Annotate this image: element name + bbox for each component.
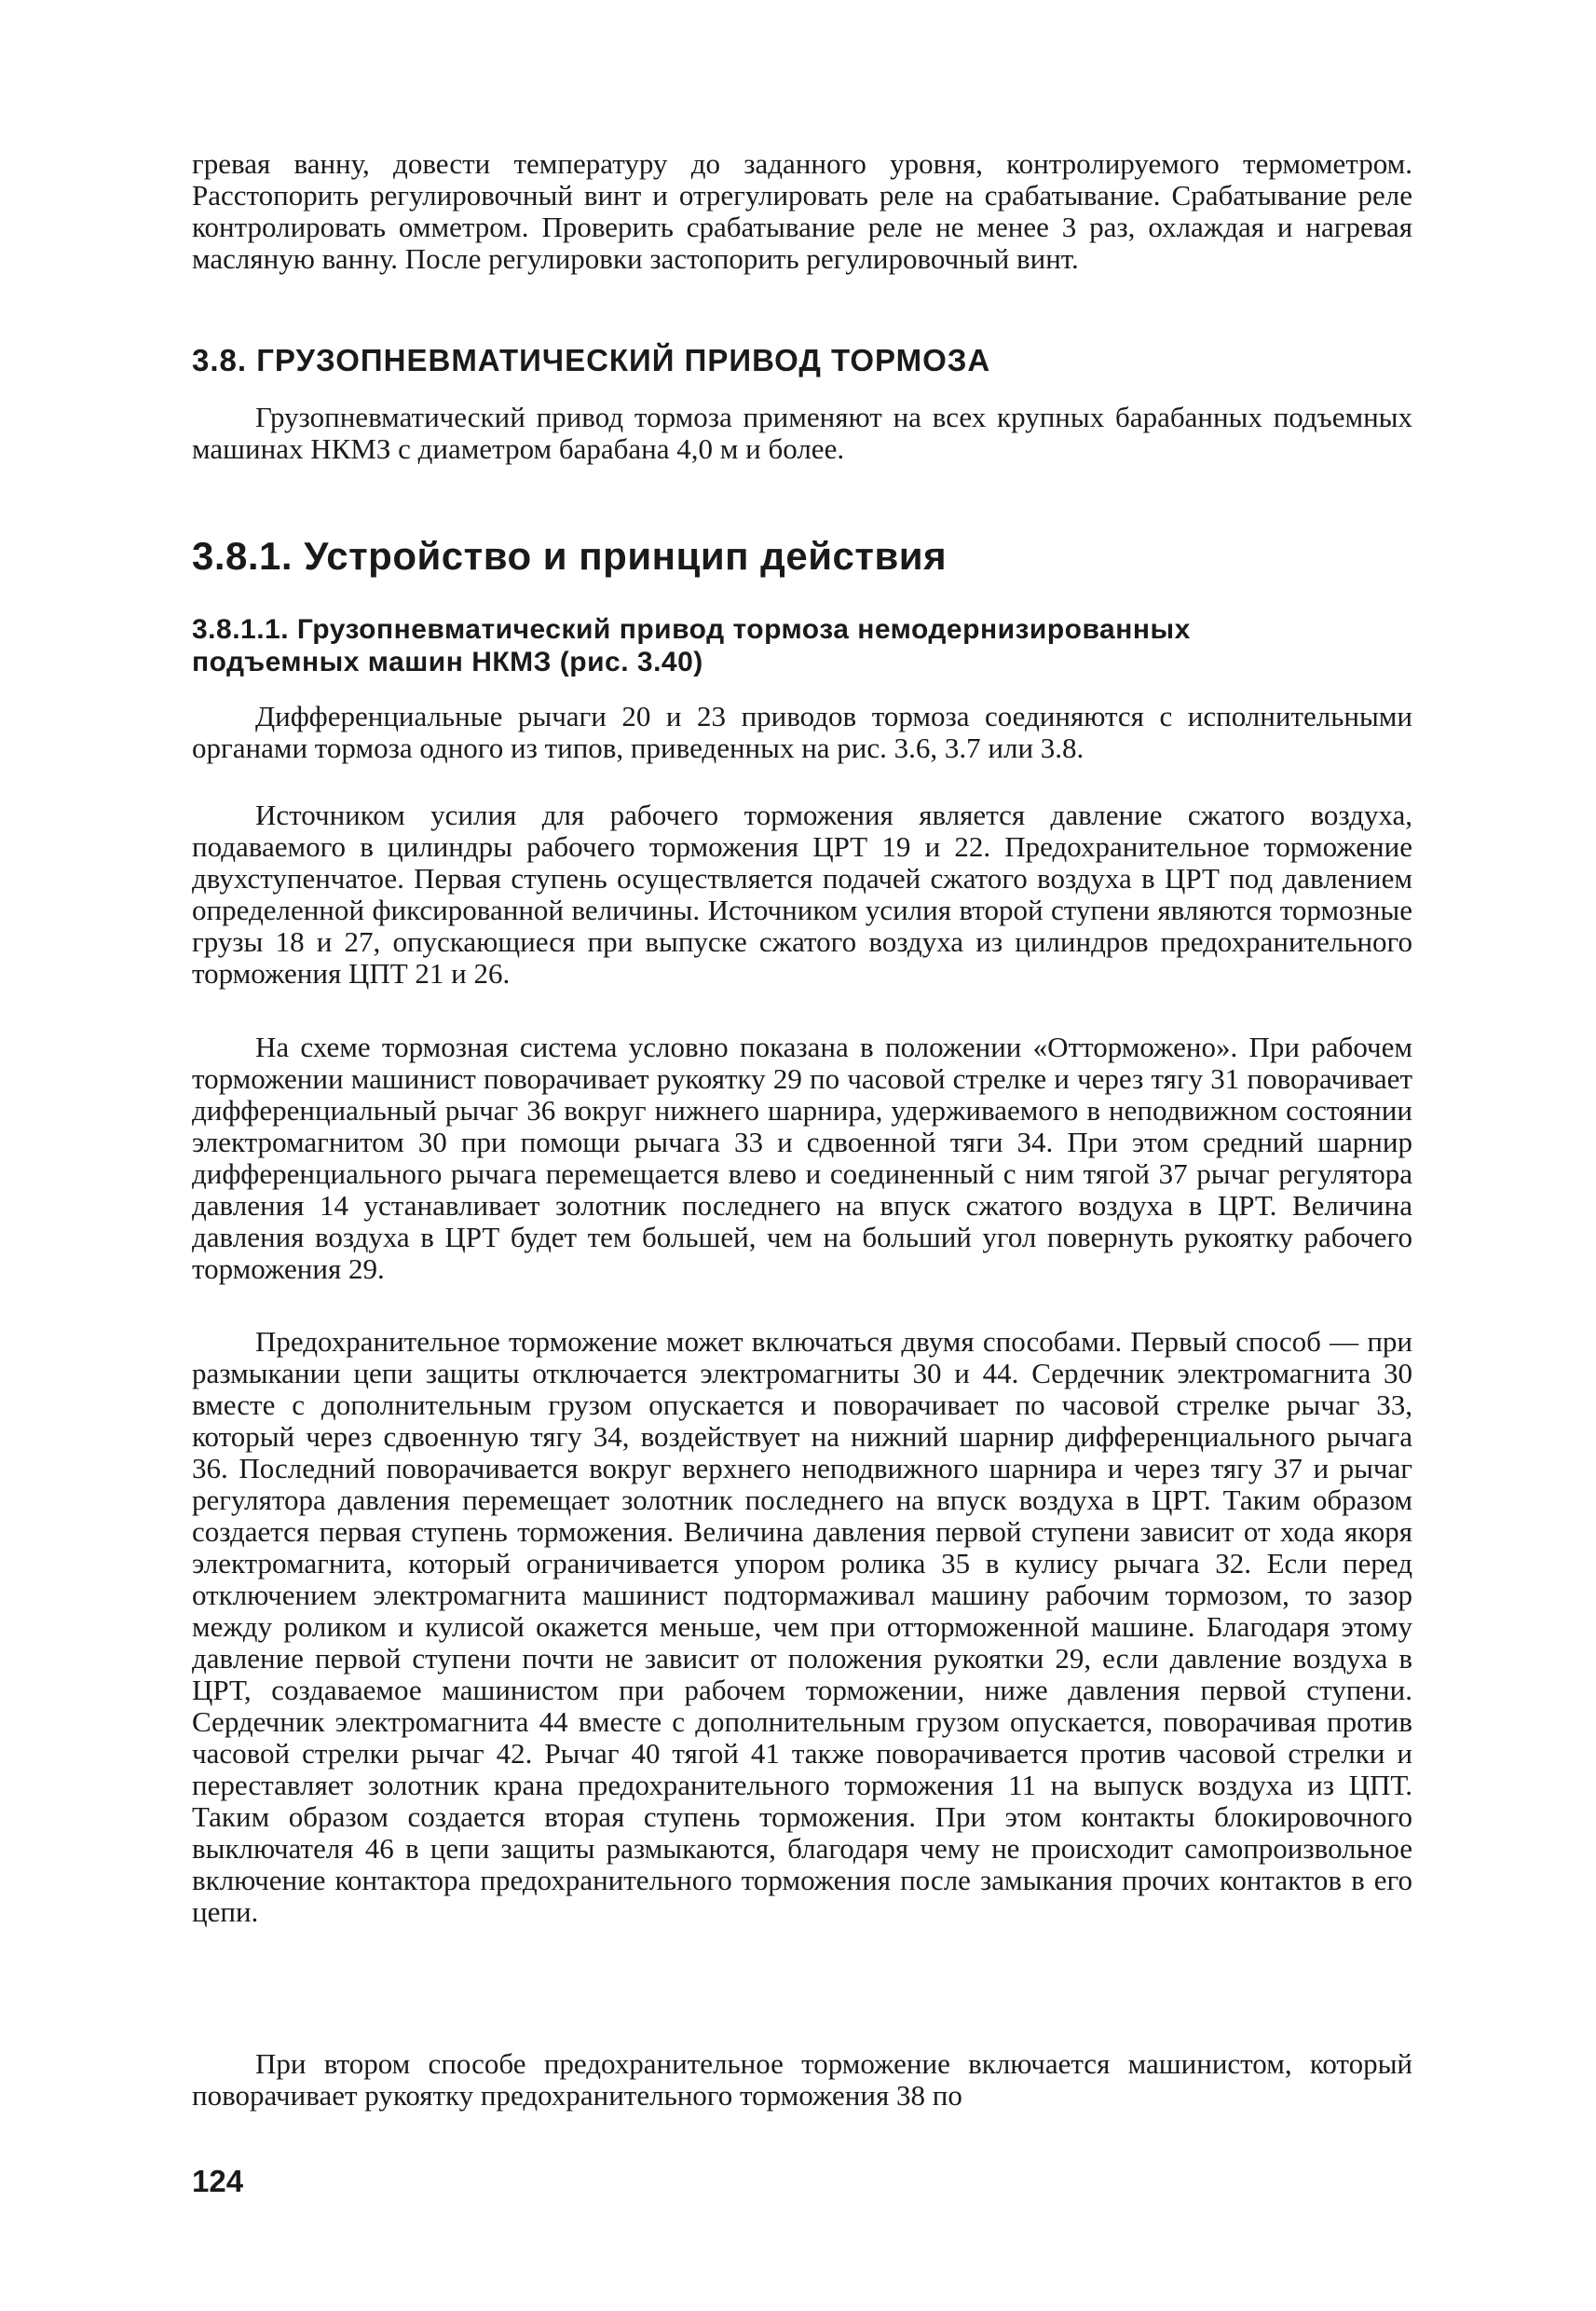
body-paragraph-3: На схеме тормозная система условно показана в положении «Отторможено». При рабочем торможении машинист поворачивает рукоятку 29 по часовой стрелке и через тягу 31 поворачивает дифференциальный рычаг 36 вокруг нижнего шарнира, удерживаемого в неподвижном состоянии электромагнитом 30 при помощи рычага 33 и сдвоенной тяги 34. При этом средний шарнир дифференциального рычага перемещается влево и соединенный с ним тягой 37 рычаг регулятора давления 14 устанавливает золотник последнего на впуск сжатого воздуха в ЦРТ. Величина давления воздуха в ЦРТ будет тем большей, чем на больший угол повернуть рукоятку рабочего торможения 29. <box>192 1031 1412 1285</box>
body-paragraph-1: Дифференциальные рычаги 20 и 23 приводов тормоза соединяются с исполнительными органами тормоза одного из типов, приведенных на рис. 3.6, 3.7 или 3.8. <box>192 700 1412 764</box>
section-heading-3-8: 3.8. ГРУЗОПНЕВМАТИЧЕСКИЙ ПРИВОД ТОРМОЗА <box>192 343 991 377</box>
body-paragraph-4: Предохранительное торможение может включаться двумя способами. Первый способ — при размыкании цепи защиты отключается электромагниты 30 и 44. Сердечник электромагнита 30 вместе с дополнительным грузом опускается и поворачивает по часовой стрелке рычаг 33, который через сдвоенную тягу 34, воздействует на нижний шарнир дифференциального рычага 36. Последний поворачивается вокруг верхнего неподвижного шарнира и через тягу 37 и рычаг регулятора давления перемещает золотник последнего на впуск воздуха в ЦРТ. Таким образом создается первая ступень торможения. Величина давления первой ступени зависит от хода якоря электромагнита, который ограничивается упором ролика 35 в кулису рычага 32. Если перед отключением электромагнита машинист подтормаживал машину рабочим тормозом, то зазор между роликом и кулисой окажется меньше, чем при отторможенной машине. Благодаря этому давление первой ступени почти не зависит от положения рукоятки 29, если давление воздуха в ЦРТ, создаваемое машинистом при рабочем торможении, ниже давления первой ступени. Сердечник электромагнита 44 вместе с дополнительным грузом опускается, поворачивая против часовой стрелки рычаг 42. Рычаг 40 тягой 41 также поворачивается против часовой стрелки и переставляет золотник крана предохранительного торможения 11 на выпуск воздуха из ЦПТ. Таким образом создается вторая ступень торможения. При этом контакты блокировочного выключателя 46 в цепи защиты размыкаются, благодаря чему не происходит самопроизвольное включение контактора предохранительного торможения после замыкания прочих контактов в его цепи. <box>192 1325 1412 1928</box>
body-paragraph-2: Источником усилия для рабочего торможения является давление сжатого воздуха, подаваемого в цилиндры рабочего торможения ЦРТ 19 и 22. Предохранительное торможение двухступенчатое. Первая ступень осуществляется подачей сжатого воздуха в ЦРТ под давлением определенной фиксированной величины. Источником усилия второй ступени являются тормозные грузы 18 и 27, опускающиеся при выпуске сжатого воздуха из цилиндров предохранительного торможения ЦПТ 21 и 26. <box>192 799 1412 990</box>
page-number: 124 <box>192 2164 244 2198</box>
section-heading-3-8-1: 3.8.1. Устройство и принцип действия <box>192 534 948 578</box>
section-3-8-description: Грузопневматический привод тормоза применяют на всех крупных барабанных подъемных машинах НКМЗ с диаметром барабана 4,0 м и более. <box>192 401 1412 465</box>
section-heading-3-8-1-1: 3.8.1.1. Грузопневматический привод тормоза немодернизированных подъемных машин НКМЗ (рис. 3.40) <box>192 614 1191 677</box>
intro-paragraph: гревая ванну, довести температуру до заданного уровня, контролируемого термометром. Расстопорить регулировочный винт и отрегулировать реле на срабатывание. Срабатывание реле контролировать омметром. Проверить срабатывание реле не менее 3 раз, охлаждая и нагревая масляную ванну. После регулировки застопорить регулировочный винт. <box>192 147 1412 275</box>
body-paragraph-5: При втором способе предохранительное торможение включается машинистом, который поворачивает рукоятку предохранительного торможения 38 по <box>192 2047 1412 2112</box>
